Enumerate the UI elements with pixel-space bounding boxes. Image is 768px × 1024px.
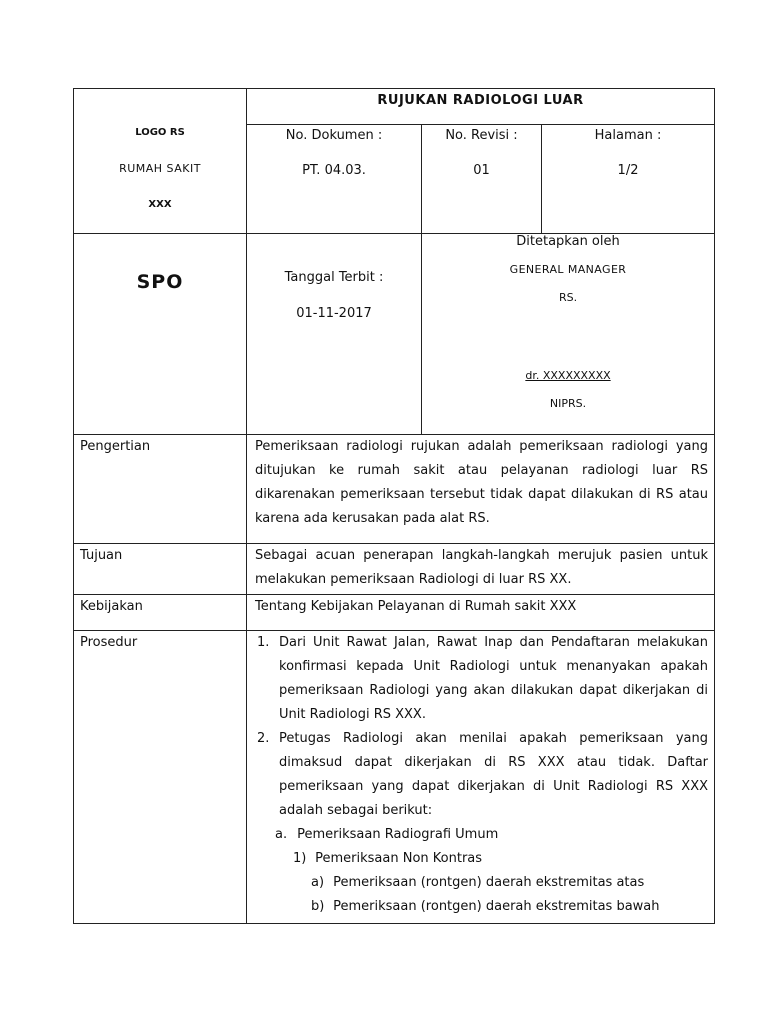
terbit-cell <box>247 234 422 435</box>
signatory-name: dr. XXXXXXXXX <box>525 369 611 382</box>
prosedur-label: Prosedur <box>74 631 247 924</box>
dokumen-value: PT. 04.03. <box>302 163 366 178</box>
sub-item-text: Pemeriksaan Non Kontras <box>315 851 483 866</box>
hospital-code: XXX <box>148 199 172 210</box>
prosedur-step <box>257 631 709 727</box>
sub-item-ekstremitas-atas <box>255 871 708 895</box>
step-number: 2. <box>257 731 270 746</box>
logo-placeholder: LOGO RS <box>135 127 185 138</box>
halaman-cell <box>542 125 715 234</box>
revisi-label: No. Revisi : <box>445 128 518 143</box>
ditetapkan-cell <box>422 234 715 435</box>
hospital-name: RUMAH SAKIT <box>119 162 201 175</box>
prosedur-steps <box>255 631 708 823</box>
step-text: Dari Unit Rawat Jalan, Rawat Inap dan Pendaftaran melakukan konfirmasi kepada Unit Radiologi untuk menanyakan apakah pemeriksaan Radiologi yang akan dilakukan dapat dikerjakan di Unit Radiologi RS XXX. <box>279 635 709 722</box>
logo-cell <box>74 89 247 234</box>
sub-item-mark: b) <box>311 899 325 914</box>
pengertian-text: Pemeriksaan radiologi rujukan adalah pemeriksaan radiologi yang ditujukan ke rumah sakit atau pelayanan radiologi luar RS dikarenakan pemeriksaan tersebut tidak dapat dilakukan di RS atau karena ada kerusakan pada alat RS. <box>247 435 715 544</box>
prosedur-content <box>247 631 715 924</box>
pengertian-label: Pengertian <box>74 435 247 544</box>
revisi-cell <box>422 125 542 234</box>
sub-item-mark: a. <box>275 827 288 842</box>
sub-item-text: Pemeriksaan (rontgen) daerah ekstremitas atas <box>333 875 645 890</box>
sub-item-ekstremitas-bawah <box>255 895 708 919</box>
terbit-label: Tanggal Terbit : <box>284 270 384 285</box>
dokumen-label: No. Dokumen : <box>285 128 383 143</box>
kebijakan-text: Tentang Kebijakan Pelayanan di Rumah sakit XXX <box>247 595 715 631</box>
revisi-value: 01 <box>473 163 490 178</box>
ditetapkan-label: Ditetapkan oleh <box>516 234 620 249</box>
dokumen-cell <box>247 125 422 234</box>
spo-label: SPO <box>136 271 184 293</box>
prosedur-step <box>257 727 709 823</box>
kebijakan-label: Kebijakan <box>74 595 247 631</box>
sub-item-mark: 1) <box>293 851 307 866</box>
halaman-value: 1/2 <box>617 163 639 178</box>
nip-text: NIPRS. <box>549 397 587 410</box>
tujuan-label: Tujuan <box>74 544 247 595</box>
halaman-label: Halaman : <box>594 128 662 143</box>
sub-item-non-kontras <box>255 847 708 871</box>
terbit-value: 01-11-2017 <box>296 306 372 321</box>
step-number: 1. <box>257 635 270 650</box>
tujuan-text: Sebagai acuan penerapan langkah-langkah merujuk pasien untuk melakukan pemeriksaan Radiologi di luar RS XX. <box>247 544 715 595</box>
spo-document-table <box>73 88 715 924</box>
spo-cell <box>74 234 247 435</box>
document-title: RUJUKAN RADIOLOGI LUAR <box>247 89 715 125</box>
sub-item-text: Pemeriksaan Radiografi Umum <box>297 827 499 842</box>
step-text: Petugas Radiologi akan menilai apakah pemeriksaan yang dimaksud dapat dikerjakan di RS XXX atau tidak. Daftar pemeriksaan yang dapat dikerjakan di Unit Radiologi RS XXX adalah sebagai berikut: <box>279 731 709 818</box>
sub-item-text: Pemeriksaan (rontgen) daerah ekstremitas bawah <box>333 899 660 914</box>
sub-item-mark: a) <box>311 875 325 890</box>
sub-item-radiografi <box>255 823 708 847</box>
jabatan-text: GENERAL MANAGER <box>509 263 627 276</box>
rs-text: RS. <box>558 291 578 304</box>
